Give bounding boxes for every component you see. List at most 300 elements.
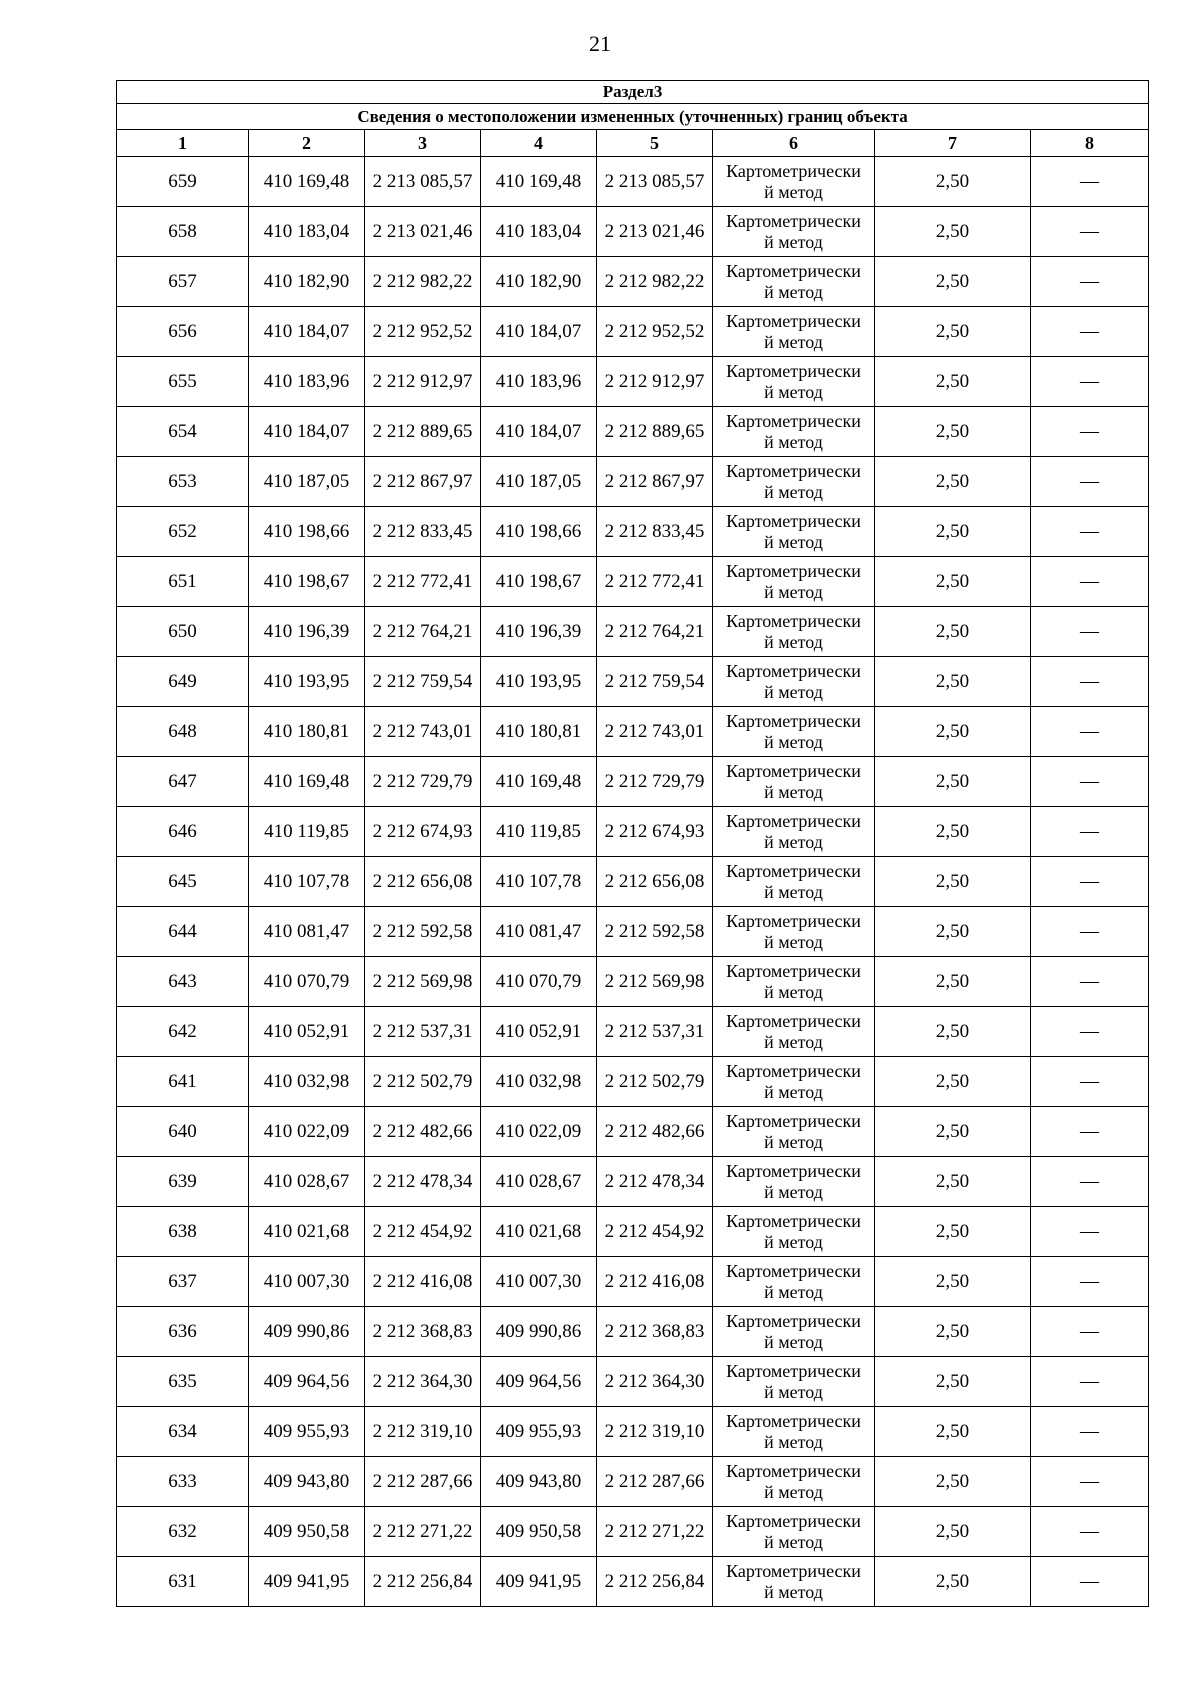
point-number: 646 bbox=[117, 807, 249, 857]
coordinate-cell: 410 187,05 bbox=[481, 457, 597, 507]
method-line2: й метод bbox=[764, 1381, 823, 1402]
coordinate-cell: 410 107,78 bbox=[481, 857, 597, 907]
accuracy-cell: 2,50 bbox=[875, 557, 1031, 607]
column-header: 2 bbox=[249, 130, 365, 157]
dash-cell: — bbox=[1031, 907, 1149, 957]
coordinate-cell: 410 028,67 bbox=[481, 1157, 597, 1207]
coordinate-cell: 410 183,96 bbox=[481, 357, 597, 407]
method-line1: Картометрически bbox=[726, 510, 861, 531]
method-line1: Картометрически bbox=[726, 310, 861, 331]
point-number: 650 bbox=[117, 607, 249, 657]
point-number: 658 bbox=[117, 207, 249, 257]
point-number: 635 bbox=[117, 1357, 249, 1407]
accuracy-cell: 2,50 bbox=[875, 457, 1031, 507]
method-cell bbox=[713, 657, 875, 707]
coordinate-cell: 410 198,67 bbox=[481, 557, 597, 607]
section-title-row bbox=[117, 81, 1149, 104]
accuracy-cell: 2,50 bbox=[875, 1507, 1031, 1557]
method-line1: Картометрически bbox=[726, 1360, 861, 1381]
dash-cell: — bbox=[1031, 507, 1149, 557]
method-line2: й метод bbox=[764, 1181, 823, 1202]
coordinate-cell: 410 198,67 bbox=[249, 557, 365, 607]
method-cell bbox=[713, 1107, 875, 1157]
coordinate-cell: 410 184,07 bbox=[249, 407, 365, 457]
method-line2: й метод bbox=[764, 481, 823, 502]
coordinate-cell: 410 184,07 bbox=[481, 307, 597, 357]
coordinate-cell: 410 184,07 bbox=[249, 307, 365, 357]
accuracy-cell: 2,50 bbox=[875, 357, 1031, 407]
table-row bbox=[117, 507, 1149, 557]
coordinate-cell: 410 021,68 bbox=[481, 1207, 597, 1257]
coordinate-cell: 410 198,66 bbox=[249, 507, 365, 557]
table-body bbox=[117, 157, 1149, 1607]
coordinate-cell: 2 212 537,31 bbox=[365, 1007, 481, 1057]
method-cell bbox=[713, 757, 875, 807]
method-cell bbox=[713, 357, 875, 407]
dash-cell: — bbox=[1031, 557, 1149, 607]
table-row bbox=[117, 307, 1149, 357]
method-cell bbox=[713, 1557, 875, 1607]
method-cell bbox=[713, 1007, 875, 1057]
coordinate-cell: 2 212 454,92 bbox=[365, 1207, 481, 1257]
accuracy-cell: 2,50 bbox=[875, 307, 1031, 357]
dash-cell: — bbox=[1031, 1357, 1149, 1407]
table-row bbox=[117, 1207, 1149, 1257]
coordinate-cell: 410 182,90 bbox=[249, 257, 365, 307]
coordinate-cell: 2 212 364,30 bbox=[365, 1357, 481, 1407]
coordinate-cell: 2 212 764,21 bbox=[365, 607, 481, 657]
dash-cell: — bbox=[1031, 1407, 1149, 1457]
coordinate-cell: 2 212 952,52 bbox=[365, 307, 481, 357]
coordinate-cell: 2 212 764,21 bbox=[597, 607, 713, 657]
point-number: 657 bbox=[117, 257, 249, 307]
table-row bbox=[117, 607, 1149, 657]
point-number: 640 bbox=[117, 1107, 249, 1157]
method-line2: й метод bbox=[764, 581, 823, 602]
method-cell bbox=[713, 1457, 875, 1507]
table-row bbox=[117, 957, 1149, 1007]
coordinate-cell: 2 212 674,93 bbox=[597, 807, 713, 857]
point-number: 641 bbox=[117, 1057, 249, 1107]
dash-cell: — bbox=[1031, 707, 1149, 757]
dash-cell: — bbox=[1031, 357, 1149, 407]
accuracy-cell: 2,50 bbox=[875, 1107, 1031, 1157]
coordinate-cell: 2 212 482,66 bbox=[597, 1107, 713, 1157]
method-cell bbox=[713, 857, 875, 907]
coordinate-cell: 2 212 319,10 bbox=[597, 1407, 713, 1457]
method-cell bbox=[713, 457, 875, 507]
method-cell bbox=[713, 257, 875, 307]
method-line2: й метод bbox=[764, 431, 823, 452]
coordinate-cell: 410 022,09 bbox=[481, 1107, 597, 1157]
table-row bbox=[117, 1407, 1149, 1457]
coordinate-cell: 409 964,56 bbox=[481, 1357, 597, 1407]
coordinate-cell: 409 990,86 bbox=[481, 1307, 597, 1357]
table-row bbox=[117, 807, 1149, 857]
coordinate-cell: 2 212 833,45 bbox=[597, 507, 713, 557]
coordinate-cell: 410 007,30 bbox=[249, 1257, 365, 1307]
coordinate-cell: 2 212 772,41 bbox=[365, 557, 481, 607]
method-line1: Картометрически bbox=[726, 960, 861, 981]
method-line1: Картометрически bbox=[726, 1460, 861, 1481]
dash-cell: — bbox=[1031, 307, 1149, 357]
coordinate-cell: 409 943,80 bbox=[249, 1457, 365, 1507]
method-line1: Картометрически bbox=[726, 1010, 861, 1031]
accuracy-cell: 2,50 bbox=[875, 1157, 1031, 1207]
coordinate-cell: 2 212 912,97 bbox=[365, 357, 481, 407]
coordinate-cell: 410 032,98 bbox=[249, 1057, 365, 1107]
coordinate-cell: 410 119,85 bbox=[249, 807, 365, 857]
table-row bbox=[117, 1307, 1149, 1357]
dash-cell: — bbox=[1031, 1107, 1149, 1157]
point-number: 634 bbox=[117, 1407, 249, 1457]
method-cell bbox=[713, 1257, 875, 1307]
method-cell bbox=[713, 1157, 875, 1207]
coordinate-cell: 2 213 085,57 bbox=[597, 157, 713, 207]
column-header: 1 bbox=[117, 130, 249, 157]
table-row bbox=[117, 657, 1149, 707]
accuracy-cell: 2,50 bbox=[875, 1057, 1031, 1107]
method-line2: й метод bbox=[764, 381, 823, 402]
dash-cell: — bbox=[1031, 1257, 1149, 1307]
table-row bbox=[117, 1157, 1149, 1207]
point-number: 648 bbox=[117, 707, 249, 757]
coordinate-cell: 2 212 454,92 bbox=[597, 1207, 713, 1257]
method-line2: й метод bbox=[764, 181, 823, 202]
dash-cell: — bbox=[1031, 1157, 1149, 1207]
coordinate-cell: 2 212 319,10 bbox=[365, 1407, 481, 1457]
method-line2: й метод bbox=[764, 831, 823, 852]
method-line2: й метод bbox=[764, 1531, 823, 1552]
coordinate-cell: 409 955,93 bbox=[481, 1407, 597, 1457]
coordinate-cell: 410 183,04 bbox=[249, 207, 365, 257]
method-line2: й метод bbox=[764, 1281, 823, 1302]
coordinate-cell: 2 212 772,41 bbox=[597, 557, 713, 607]
method-line1: Картометрически bbox=[726, 810, 861, 831]
coordinate-cell: 409 941,95 bbox=[481, 1557, 597, 1607]
dash-cell: — bbox=[1031, 157, 1149, 207]
method-line2: й метод bbox=[764, 681, 823, 702]
coordinate-cell: 409 950,58 bbox=[481, 1507, 597, 1557]
method-cell bbox=[713, 707, 875, 757]
method-line2: й метод bbox=[764, 981, 823, 1002]
accuracy-cell: 2,50 bbox=[875, 907, 1031, 957]
table-row bbox=[117, 1257, 1149, 1307]
point-number: 636 bbox=[117, 1307, 249, 1357]
accuracy-cell: 2,50 bbox=[875, 707, 1031, 757]
accuracy-cell: 2,50 bbox=[875, 657, 1031, 707]
accuracy-cell: 2,50 bbox=[875, 1007, 1031, 1057]
coordinate-cell: 2 212 537,31 bbox=[597, 1007, 713, 1057]
coordinate-cell: 410 184,07 bbox=[481, 407, 597, 457]
coordinate-cell: 2 212 364,30 bbox=[597, 1357, 713, 1407]
method-line1: Картометрически bbox=[726, 210, 861, 231]
method-line1: Картометрически bbox=[726, 1310, 861, 1331]
coordinate-cell: 2 212 502,79 bbox=[365, 1057, 481, 1107]
table-row bbox=[117, 757, 1149, 807]
coordinate-cell: 2 213 021,46 bbox=[597, 207, 713, 257]
dash-cell: — bbox=[1031, 957, 1149, 1007]
coordinate-cell: 2 212 271,22 bbox=[365, 1507, 481, 1557]
coordinate-cell: 410 193,95 bbox=[481, 657, 597, 707]
point-number: 639 bbox=[117, 1157, 249, 1207]
coordinate-cell: 410 081,47 bbox=[481, 907, 597, 957]
section-title: Раздел3 bbox=[117, 81, 1149, 104]
coordinate-cell: 2 212 416,08 bbox=[365, 1257, 481, 1307]
method-cell bbox=[713, 1357, 875, 1407]
point-number: 653 bbox=[117, 457, 249, 507]
point-number: 638 bbox=[117, 1207, 249, 1257]
coordinate-cell: 2 212 889,65 bbox=[365, 407, 481, 457]
method-cell bbox=[713, 207, 875, 257]
method-line1: Картометрически bbox=[726, 1110, 861, 1131]
table-row bbox=[117, 707, 1149, 757]
column-header: 8 bbox=[1031, 130, 1149, 157]
table-row bbox=[117, 1507, 1149, 1557]
coordinate-cell: 2 212 743,01 bbox=[365, 707, 481, 757]
table-row bbox=[117, 207, 1149, 257]
dash-cell: — bbox=[1031, 807, 1149, 857]
method-cell bbox=[713, 557, 875, 607]
method-line1: Картометрически bbox=[726, 860, 861, 881]
coordinate-cell: 409 964,56 bbox=[249, 1357, 365, 1407]
point-number: 645 bbox=[117, 857, 249, 907]
method-line1: Картометрически bbox=[726, 710, 861, 731]
table-row bbox=[117, 1007, 1149, 1057]
accuracy-cell: 2,50 bbox=[875, 1407, 1031, 1457]
method-line1: Картометрически bbox=[726, 1260, 861, 1281]
point-number: 643 bbox=[117, 957, 249, 1007]
table-title: Сведения о местоположении измененных (уточненных) границ объекта bbox=[117, 104, 1149, 130]
coordinate-cell: 410 107,78 bbox=[249, 857, 365, 907]
coordinate-cell: 410 052,91 bbox=[481, 1007, 597, 1057]
dash-cell: — bbox=[1031, 257, 1149, 307]
method-line1: Картометрически bbox=[726, 1410, 861, 1431]
accuracy-cell: 2,50 bbox=[875, 607, 1031, 657]
coordinate-cell: 410 198,66 bbox=[481, 507, 597, 557]
column-header: 5 bbox=[597, 130, 713, 157]
accuracy-cell: 2,50 bbox=[875, 807, 1031, 857]
method-line2: й метод bbox=[764, 531, 823, 552]
coordinate-cell: 2 212 729,79 bbox=[597, 757, 713, 807]
accuracy-cell: 2,50 bbox=[875, 857, 1031, 907]
column-header: 3 bbox=[365, 130, 481, 157]
coordinate-cell: 2 212 867,97 bbox=[365, 457, 481, 507]
coordinate-cell: 2 212 833,45 bbox=[365, 507, 481, 557]
accuracy-cell: 2,50 bbox=[875, 1357, 1031, 1407]
method-cell bbox=[713, 1307, 875, 1357]
method-line1: Картометрически bbox=[726, 1210, 861, 1231]
coordinate-cell: 410 193,95 bbox=[249, 657, 365, 707]
method-cell bbox=[713, 157, 875, 207]
coordinate-cell: 2 212 592,58 bbox=[597, 907, 713, 957]
coordinate-cell: 410 169,48 bbox=[481, 757, 597, 807]
table-row bbox=[117, 1557, 1149, 1607]
method-cell bbox=[713, 1207, 875, 1257]
point-number: 633 bbox=[117, 1457, 249, 1507]
coordinate-cell: 410 032,98 bbox=[481, 1057, 597, 1107]
table-row bbox=[117, 1057, 1149, 1107]
method-line2: й метод bbox=[764, 1131, 823, 1152]
coordinate-cell: 2 212 656,08 bbox=[597, 857, 713, 907]
coordinate-cell: 2 212 889,65 bbox=[597, 407, 713, 457]
method-cell bbox=[713, 407, 875, 457]
column-number-row bbox=[117, 130, 1149, 157]
accuracy-cell: 2,50 bbox=[875, 957, 1031, 1007]
method-line2: й метод bbox=[764, 1581, 823, 1602]
table-row bbox=[117, 1357, 1149, 1407]
method-line2: й метод bbox=[764, 331, 823, 352]
coordinate-cell: 410 169,48 bbox=[481, 157, 597, 207]
coordinate-cell: 409 941,95 bbox=[249, 1557, 365, 1607]
coordinate-cell: 2 212 287,66 bbox=[597, 1457, 713, 1507]
method-line2: й метод bbox=[764, 781, 823, 802]
point-number: 647 bbox=[117, 757, 249, 807]
accuracy-cell: 2,50 bbox=[875, 1457, 1031, 1507]
method-line1: Картометрически bbox=[726, 760, 861, 781]
coordinate-cell: 410 022,09 bbox=[249, 1107, 365, 1157]
coordinate-cell: 2 212 952,52 bbox=[597, 307, 713, 357]
coordinate-cell: 409 950,58 bbox=[249, 1507, 365, 1557]
coordinate-cell: 410 052,91 bbox=[249, 1007, 365, 1057]
method-line2: й метод bbox=[764, 931, 823, 952]
coordinate-cell: 410 180,81 bbox=[249, 707, 365, 757]
coordinate-cell: 410 169,48 bbox=[249, 757, 365, 807]
point-number: 656 bbox=[117, 307, 249, 357]
coordinate-cell: 2 212 674,93 bbox=[365, 807, 481, 857]
point-number: 659 bbox=[117, 157, 249, 207]
method-line2: й метод bbox=[764, 1481, 823, 1502]
method-line1: Картометрически bbox=[726, 160, 861, 181]
coordinate-cell: 2 212 256,84 bbox=[597, 1557, 713, 1607]
method-line1: Картометрически bbox=[726, 1160, 861, 1181]
coordinate-cell: 410 070,79 bbox=[249, 957, 365, 1007]
dash-cell: — bbox=[1031, 407, 1149, 457]
table-row bbox=[117, 257, 1149, 307]
dash-cell: — bbox=[1031, 1007, 1149, 1057]
coordinate-cell: 410 007,30 bbox=[481, 1257, 597, 1307]
coordinate-cell: 2 212 256,84 bbox=[365, 1557, 481, 1607]
table-row bbox=[117, 1107, 1149, 1157]
coordinate-cell: 410 180,81 bbox=[481, 707, 597, 757]
dash-cell: — bbox=[1031, 1507, 1149, 1557]
method-line2: й метод bbox=[764, 881, 823, 902]
table-row bbox=[117, 407, 1149, 457]
table-row bbox=[117, 557, 1149, 607]
accuracy-cell: 2,50 bbox=[875, 1557, 1031, 1607]
point-number: 631 bbox=[117, 1557, 249, 1607]
method-line2: й метод bbox=[764, 1031, 823, 1052]
table-row bbox=[117, 1457, 1149, 1507]
coordinate-cell: 409 943,80 bbox=[481, 1457, 597, 1507]
dash-cell: — bbox=[1031, 657, 1149, 707]
table-row bbox=[117, 157, 1149, 207]
coordinate-cell: 2 213 085,57 bbox=[365, 157, 481, 207]
coordinate-cell: 410 196,39 bbox=[481, 607, 597, 657]
coordinate-cell: 410 187,05 bbox=[249, 457, 365, 507]
point-number: 651 bbox=[117, 557, 249, 607]
accuracy-cell: 2,50 bbox=[875, 757, 1031, 807]
accuracy-cell: 2,50 bbox=[875, 507, 1031, 557]
method-cell bbox=[713, 1057, 875, 1107]
table-row bbox=[117, 457, 1149, 507]
coordinate-cell: 2 213 021,46 bbox=[365, 207, 481, 257]
dash-cell: — bbox=[1031, 1207, 1149, 1257]
method-line1: Картометрически bbox=[726, 260, 861, 281]
method-line1: Картометрически bbox=[726, 610, 861, 631]
point-number: 637 bbox=[117, 1257, 249, 1307]
method-line1: Картометрически bbox=[726, 1510, 861, 1531]
coordinate-cell: 2 212 729,79 bbox=[365, 757, 481, 807]
column-header: 4 bbox=[481, 130, 597, 157]
coordinate-cell: 2 212 743,01 bbox=[597, 707, 713, 757]
coordinate-cell: 2 212 759,54 bbox=[597, 657, 713, 707]
accuracy-cell: 2,50 bbox=[875, 1307, 1031, 1357]
dash-cell: — bbox=[1031, 757, 1149, 807]
table-row bbox=[117, 357, 1149, 407]
method-line1: Картометрически bbox=[726, 1060, 861, 1081]
point-number: 644 bbox=[117, 907, 249, 957]
method-line1: Картометрически bbox=[726, 560, 861, 581]
coordinate-cell: 2 212 569,98 bbox=[365, 957, 481, 1007]
coordinate-cell: 2 212 368,83 bbox=[597, 1307, 713, 1357]
dash-cell: — bbox=[1031, 857, 1149, 907]
coordinate-cell: 409 990,86 bbox=[249, 1307, 365, 1357]
coordinate-cell: 2 212 912,97 bbox=[597, 357, 713, 407]
boundary-table bbox=[116, 80, 1149, 1607]
method-line2: й метод bbox=[764, 1331, 823, 1352]
dash-cell: — bbox=[1031, 207, 1149, 257]
coordinate-cell: 409 955,93 bbox=[249, 1407, 365, 1457]
method-line2: й метод bbox=[764, 731, 823, 752]
method-line1: Картометрически bbox=[726, 660, 861, 681]
accuracy-cell: 2,50 bbox=[875, 1257, 1031, 1307]
accuracy-cell: 2,50 bbox=[875, 407, 1031, 457]
coordinate-cell: 410 021,68 bbox=[249, 1207, 365, 1257]
method-cell bbox=[713, 807, 875, 857]
coordinate-cell: 2 212 416,08 bbox=[597, 1257, 713, 1307]
table-row bbox=[117, 907, 1149, 957]
dash-cell: — bbox=[1031, 1057, 1149, 1107]
method-cell bbox=[713, 507, 875, 557]
method-line2: й метод bbox=[764, 631, 823, 652]
coordinate-cell: 410 070,79 bbox=[481, 957, 597, 1007]
table-title-row bbox=[117, 104, 1149, 130]
method-line1: Картометрически bbox=[726, 360, 861, 381]
method-line1: Картометрически bbox=[726, 1560, 861, 1581]
coordinate-cell: 2 212 656,08 bbox=[365, 857, 481, 907]
coordinate-cell: 2 212 502,79 bbox=[597, 1057, 713, 1107]
coordinate-cell: 410 183,96 bbox=[249, 357, 365, 407]
coordinate-cell: 410 182,90 bbox=[481, 257, 597, 307]
method-cell bbox=[713, 307, 875, 357]
method-line2: й метод bbox=[764, 1431, 823, 1452]
accuracy-cell: 2,50 bbox=[875, 157, 1031, 207]
coordinate-cell: 2 212 482,66 bbox=[365, 1107, 481, 1157]
coordinate-cell: 2 212 287,66 bbox=[365, 1457, 481, 1507]
coordinate-cell: 2 212 982,22 bbox=[365, 257, 481, 307]
coordinate-cell: 2 212 592,58 bbox=[365, 907, 481, 957]
coordinate-cell: 410 196,39 bbox=[249, 607, 365, 657]
dash-cell: — bbox=[1031, 1557, 1149, 1607]
coordinate-cell: 410 183,04 bbox=[481, 207, 597, 257]
page-number: 21 bbox=[589, 31, 611, 56]
method-cell bbox=[713, 607, 875, 657]
method-line2: й метод bbox=[764, 231, 823, 252]
method-line2: й метод bbox=[764, 1081, 823, 1102]
coordinate-cell: 2 212 271,22 bbox=[597, 1507, 713, 1557]
point-number: 649 bbox=[117, 657, 249, 707]
